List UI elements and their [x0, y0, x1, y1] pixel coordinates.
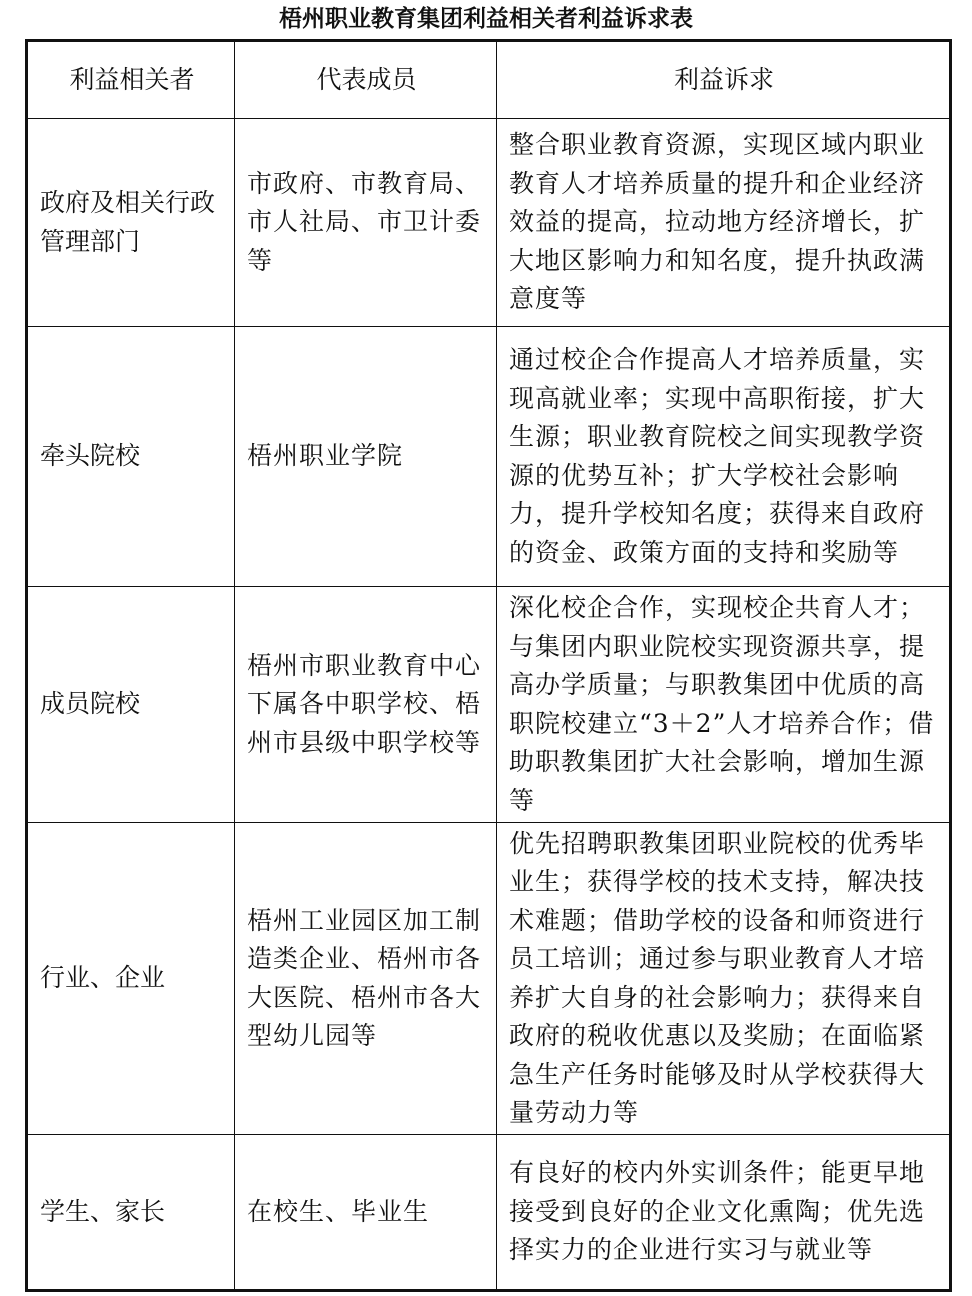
members-cell: 市政府、市教育局、市人社局、市卫计委等 [235, 119, 497, 327]
demands-cell: 有良好的校内外实训条件；能更早地接受到良好的企业文化熏陶；优先选择实力的企业进行实习与就业等 [497, 1135, 951, 1291]
table-row [27, 1135, 951, 1291]
members-cell: 梧州市职业教育中心下属各中职学校、梧州市县级中职学校等 [235, 587, 497, 823]
stakeholder-table [25, 39, 952, 1292]
members-cell: 在校生、毕业生 [235, 1135, 497, 1291]
table-row [27, 327, 951, 587]
members-cell: 梧州职业学院 [235, 327, 497, 587]
table-row [27, 823, 951, 1135]
demands-cell: 整合职业教育资源，实现区域内职业教育人才培养质量的提升和企业经济效益的提高，拉动地方经济增长，扩大地区影响力和知名度，提升执政满意度等 [497, 119, 951, 327]
stakeholder-cell: 成员院校 [27, 587, 235, 823]
table-title: 梧州职业教育集团利益相关者利益诉求表 [279, 6, 693, 32]
header-demands: 利益诉求 [497, 41, 951, 119]
header-members: 代表成员 [235, 41, 497, 119]
stakeholder-cell: 学生、家长 [27, 1135, 235, 1291]
table-row [27, 587, 951, 823]
stakeholder-cell: 政府及相关行政管理部门 [27, 119, 235, 327]
members-cell: 梧州工业园区加工制造类企业、梧州市各大医院、梧州市各大型幼儿园等 [235, 823, 497, 1135]
stakeholder-cell: 行业、企业 [27, 823, 235, 1135]
demands-cell: 通过校企合作提高人才培养质量，实现高就业率；实现中高职衔接，扩大生源；职业教育院校之间实现教学资源的优势互补；扩大学校社会影响力，提升学校知名度；获得来自政府的资金、政策方面的支持和奖励等 [497, 327, 951, 587]
table-row [27, 119, 951, 327]
header-row [27, 41, 951, 119]
header-stakeholder: 利益相关者 [27, 41, 235, 119]
demands-cell: 深化校企合作，实现校企共育人才；与集团内职业院校实现资源共享，提高办学质量；与职教集团中优质的高职院校建立“3＋2”人才培养合作；借助职教集团扩大社会影响，增加生源等 [497, 587, 951, 823]
demands-cell: 优先招聘职教集团职业院校的优秀毕业生；获得学校的技术支持，解决技术难题；借助学校的设备和师资进行员工培训；通过参与职业教育人才培养扩大自身的社会影响力；获得来自政府的税收优惠以及奖励；在面临紧急生产任务时能够及时从学校获得大量劳动力等 [497, 823, 951, 1135]
stakeholder-cell: 牵头院校 [27, 327, 235, 587]
